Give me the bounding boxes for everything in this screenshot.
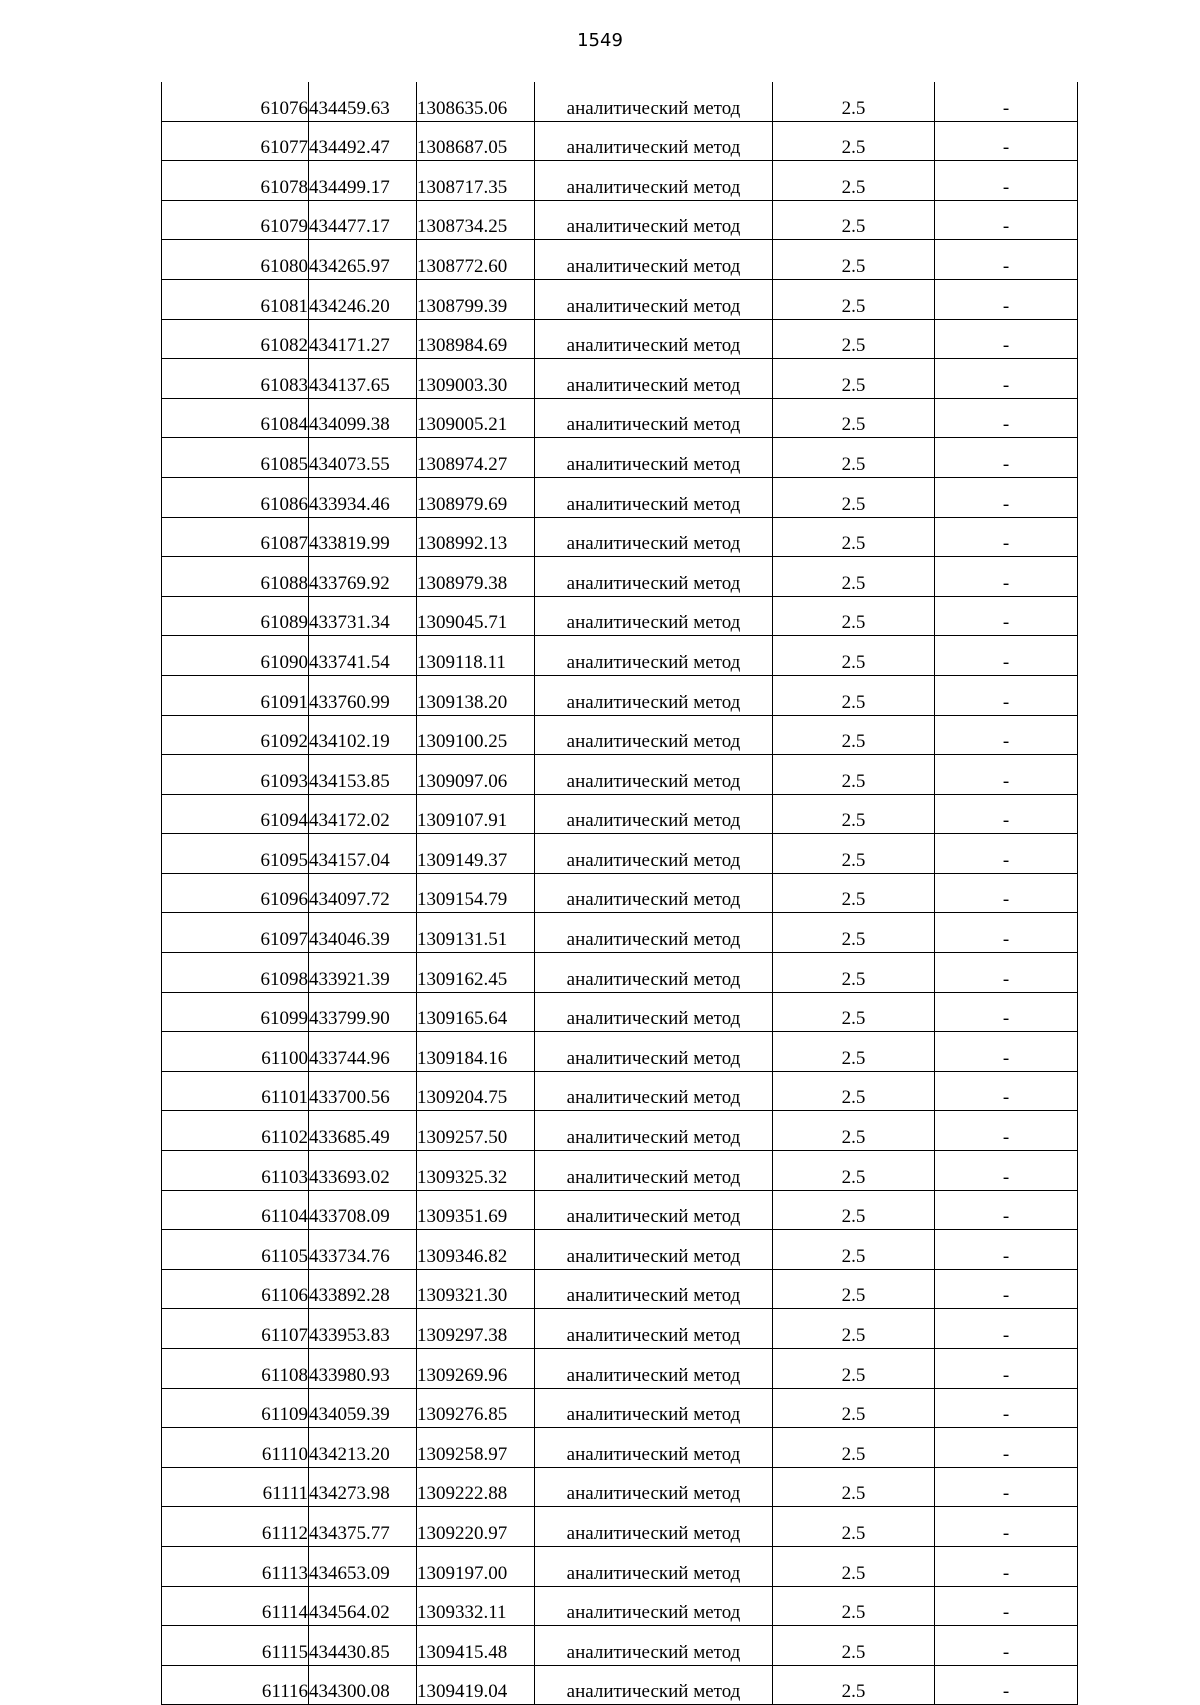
x-coordinate-cell: 433741.54 [309,636,417,676]
table-row [162,359,1078,399]
table-row [162,1665,1078,1705]
y-coordinate-cell: 1309149.37 [417,834,535,874]
x-coordinate-cell: 433953.83 [309,1309,417,1349]
note-cell: - [935,873,1078,913]
table-row [162,1507,1078,1547]
note-cell: - [935,1269,1078,1309]
x-coordinate-cell: 433700.56 [309,1071,417,1111]
point-id-cell: 61084 [162,398,309,438]
y-coordinate-cell: 1309276.85 [417,1388,535,1428]
table-row [162,398,1078,438]
y-coordinate-cell: 1308974.27 [417,438,535,478]
note-cell: - [935,240,1078,280]
method-cell: аналитический метод [535,913,773,953]
x-coordinate-cell: 434477.17 [309,200,417,240]
method-cell: аналитический метод [535,1626,773,1666]
method-cell: аналитический метод [535,1269,773,1309]
table-row [162,477,1078,517]
note-cell: - [935,675,1078,715]
y-coordinate-cell: 1309097.06 [417,755,535,795]
accuracy-cell: 2.5 [773,1586,935,1626]
accuracy-cell: 2.5 [773,1111,935,1151]
x-coordinate-cell: 433799.90 [309,992,417,1032]
y-coordinate-cell: 1308979.38 [417,557,535,597]
point-id-cell: 61109 [162,1388,309,1428]
y-coordinate-cell: 1309107.91 [417,794,535,834]
y-coordinate-cell: 1309184.16 [417,1032,535,1072]
point-id-cell: 61090 [162,636,309,676]
accuracy-cell: 2.5 [773,161,935,201]
point-id-cell: 61115 [162,1626,309,1666]
accuracy-cell: 2.5 [773,873,935,913]
coordinates-table [161,82,1078,1705]
point-id-cell: 61079 [162,200,309,240]
table-row [162,240,1078,280]
point-id-cell: 61085 [162,438,309,478]
point-id-cell: 61096 [162,873,309,913]
x-coordinate-cell: 434246.20 [309,279,417,319]
table-row [162,1269,1078,1309]
x-coordinate-cell: 434059.39 [309,1388,417,1428]
accuracy-cell: 2.5 [773,636,935,676]
x-coordinate-cell: 433685.49 [309,1111,417,1151]
accuracy-cell: 2.5 [773,438,935,478]
note-cell: - [935,913,1078,953]
method-cell: аналитический метод [535,755,773,795]
x-coordinate-cell: 434653.09 [309,1546,417,1586]
table-row [162,1230,1078,1270]
y-coordinate-cell: 1309138.20 [417,675,535,715]
accuracy-cell: 2.5 [773,834,935,874]
point-id-cell: 61097 [162,913,309,953]
accuracy-cell: 2.5 [773,1269,935,1309]
note-cell: - [935,161,1078,201]
y-coordinate-cell: 1308979.69 [417,477,535,517]
note-cell: - [935,82,1078,121]
point-id-cell: 61106 [162,1269,309,1309]
y-coordinate-cell: 1308984.69 [417,319,535,359]
x-coordinate-cell: 434300.08 [309,1665,417,1705]
note-cell: - [935,1151,1078,1191]
point-id-cell: 61105 [162,1230,309,1270]
point-id-cell: 61101 [162,1071,309,1111]
x-coordinate-cell: 433731.34 [309,596,417,636]
x-coordinate-cell: 434213.20 [309,1428,417,1468]
method-cell: аналитический метод [535,1309,773,1349]
accuracy-cell: 2.5 [773,1507,935,1547]
table-row [162,517,1078,557]
x-coordinate-cell: 434564.02 [309,1586,417,1626]
note-cell: - [935,398,1078,438]
point-id-cell: 61078 [162,161,309,201]
method-cell: аналитический метод [535,1230,773,1270]
page-number: 1549 [577,30,623,51]
accuracy-cell: 2.5 [773,82,935,121]
accuracy-cell: 2.5 [773,1546,935,1586]
y-coordinate-cell: 1309332.11 [417,1586,535,1626]
point-id-cell: 61077 [162,121,309,161]
point-id-cell: 61103 [162,1151,309,1191]
x-coordinate-cell: 434172.02 [309,794,417,834]
table-row [162,873,1078,913]
y-coordinate-cell: 1308687.05 [417,121,535,161]
table-row [162,755,1078,795]
point-id-cell: 61110 [162,1428,309,1468]
note-cell: - [935,636,1078,676]
table-row [162,1190,1078,1230]
note-cell: - [935,1467,1078,1507]
y-coordinate-cell: 1309258.97 [417,1428,535,1468]
method-cell: аналитический метод [535,675,773,715]
method-cell: аналитический метод [535,1071,773,1111]
x-coordinate-cell: 433708.09 [309,1190,417,1230]
point-id-cell: 61094 [162,794,309,834]
table-row [162,1546,1078,1586]
accuracy-cell: 2.5 [773,1032,935,1072]
point-id-cell: 61087 [162,517,309,557]
note-cell: - [935,1626,1078,1666]
accuracy-cell: 2.5 [773,992,935,1032]
note-cell: - [935,1586,1078,1626]
note-cell: - [935,557,1078,597]
accuracy-cell: 2.5 [773,1428,935,1468]
point-id-cell: 61112 [162,1507,309,1547]
point-id-cell: 61083 [162,359,309,399]
y-coordinate-cell: 1309045.71 [417,596,535,636]
note-cell: - [935,1032,1078,1072]
y-coordinate-cell: 1309162.45 [417,953,535,993]
y-coordinate-cell: 1309100.25 [417,715,535,755]
x-coordinate-cell: 433892.28 [309,1269,417,1309]
note-cell: - [935,1546,1078,1586]
y-coordinate-cell: 1309118.11 [417,636,535,676]
accuracy-cell: 2.5 [773,319,935,359]
table-row [162,1071,1078,1111]
y-coordinate-cell: 1309325.32 [417,1151,535,1191]
method-cell: аналитический метод [535,1349,773,1389]
method-cell: аналитический метод [535,319,773,359]
method-cell: аналитический метод [535,240,773,280]
table-row [162,1388,1078,1428]
note-cell: - [935,359,1078,399]
y-coordinate-cell: 1309297.38 [417,1309,535,1349]
y-coordinate-cell: 1309419.04 [417,1665,535,1705]
point-id-cell: 61080 [162,240,309,280]
note-cell: - [935,200,1078,240]
point-id-cell: 61107 [162,1309,309,1349]
x-coordinate-cell: 434102.19 [309,715,417,755]
method-cell: аналитический метод [535,1190,773,1230]
accuracy-cell: 2.5 [773,200,935,240]
accuracy-cell: 2.5 [773,953,935,993]
table-row [162,82,1078,121]
accuracy-cell: 2.5 [773,913,935,953]
method-cell: аналитический метод [535,834,773,874]
accuracy-cell: 2.5 [773,477,935,517]
x-coordinate-cell: 433734.76 [309,1230,417,1270]
note-cell: - [935,279,1078,319]
point-id-cell: 61104 [162,1190,309,1230]
table-row [162,1586,1078,1626]
y-coordinate-cell: 1308717.35 [417,161,535,201]
note-cell: - [935,715,1078,755]
method-cell: аналитический метод [535,161,773,201]
table-row [162,1428,1078,1468]
method-cell: аналитический метод [535,557,773,597]
point-id-cell: 61099 [162,992,309,1032]
accuracy-cell: 2.5 [773,1071,935,1111]
table-row [162,953,1078,993]
point-id-cell: 61092 [162,715,309,755]
method-cell: аналитический метод [535,438,773,478]
y-coordinate-cell: 1308772.60 [417,240,535,280]
method-cell: аналитический метод [535,596,773,636]
table-row [162,715,1078,755]
x-coordinate-cell: 433934.46 [309,477,417,517]
x-coordinate-cell: 433744.96 [309,1032,417,1072]
note-cell: - [935,1388,1078,1428]
x-coordinate-cell: 434375.77 [309,1507,417,1547]
accuracy-cell: 2.5 [773,1626,935,1666]
y-coordinate-cell: 1309257.50 [417,1111,535,1151]
note-cell: - [935,834,1078,874]
point-id-cell: 61102 [162,1111,309,1151]
note-cell: - [935,953,1078,993]
table-row [162,1467,1078,1507]
method-cell: аналитический метод [535,1151,773,1191]
table-row [162,1111,1078,1151]
table-row [162,279,1078,319]
table-row [162,992,1078,1032]
point-id-cell: 61093 [162,755,309,795]
accuracy-cell: 2.5 [773,359,935,399]
method-cell: аналитический метод [535,1032,773,1072]
method-cell: аналитический метод [535,279,773,319]
method-cell: аналитический метод [535,121,773,161]
note-cell: - [935,794,1078,834]
y-coordinate-cell: 1309321.30 [417,1269,535,1309]
method-cell: аналитический метод [535,1428,773,1468]
x-coordinate-cell: 434073.55 [309,438,417,478]
table-row [162,834,1078,874]
note-cell: - [935,438,1078,478]
method-cell: аналитический метод [535,359,773,399]
accuracy-cell: 2.5 [773,1190,935,1230]
table-body [162,82,1078,1705]
x-coordinate-cell: 434459.63 [309,82,417,121]
method-cell: аналитический метод [535,200,773,240]
method-cell: аналитический метод [535,794,773,834]
x-coordinate-cell: 433693.02 [309,1151,417,1191]
accuracy-cell: 2.5 [773,240,935,280]
table-row [162,161,1078,201]
note-cell: - [935,1071,1078,1111]
y-coordinate-cell: 1309005.21 [417,398,535,438]
table-row [162,1151,1078,1191]
x-coordinate-cell: 433980.93 [309,1349,417,1389]
point-id-cell: 61111 [162,1467,309,1507]
point-id-cell: 61114 [162,1586,309,1626]
x-coordinate-cell: 434273.98 [309,1467,417,1507]
note-cell: - [935,596,1078,636]
table-row [162,1626,1078,1666]
point-id-cell: 61088 [162,557,309,597]
note-cell: - [935,517,1078,557]
note-cell: - [935,1190,1078,1230]
accuracy-cell: 2.5 [773,1665,935,1705]
y-coordinate-cell: 1309220.97 [417,1507,535,1547]
x-coordinate-cell: 433921.39 [309,953,417,993]
x-coordinate-cell: 433769.92 [309,557,417,597]
y-coordinate-cell: 1308734.25 [417,200,535,240]
note-cell: - [935,1309,1078,1349]
x-coordinate-cell: 434265.97 [309,240,417,280]
x-coordinate-cell: 434153.85 [309,755,417,795]
table-row [162,596,1078,636]
note-cell: - [935,1230,1078,1270]
x-coordinate-cell: 434137.65 [309,359,417,399]
table-row [162,438,1078,478]
x-coordinate-cell: 434046.39 [309,913,417,953]
accuracy-cell: 2.5 [773,1349,935,1389]
y-coordinate-cell: 1309222.88 [417,1467,535,1507]
y-coordinate-cell: 1308799.39 [417,279,535,319]
point-id-cell: 61100 [162,1032,309,1072]
table-row [162,319,1078,359]
y-coordinate-cell: 1309346.82 [417,1230,535,1270]
y-coordinate-cell: 1309204.75 [417,1071,535,1111]
accuracy-cell: 2.5 [773,1467,935,1507]
method-cell: аналитический метод [535,1388,773,1428]
method-cell: аналитический метод [535,517,773,557]
table-row [162,794,1078,834]
method-cell: аналитический метод [535,953,773,993]
table-row [162,675,1078,715]
x-coordinate-cell: 434171.27 [309,319,417,359]
point-id-cell: 61108 [162,1349,309,1389]
y-coordinate-cell: 1309197.00 [417,1546,535,1586]
accuracy-cell: 2.5 [773,121,935,161]
note-cell: - [935,477,1078,517]
accuracy-cell: 2.5 [773,1388,935,1428]
accuracy-cell: 2.5 [773,715,935,755]
point-id-cell: 61116 [162,1665,309,1705]
note-cell: - [935,319,1078,359]
note-cell: - [935,1428,1078,1468]
table-row [162,121,1078,161]
point-id-cell: 61095 [162,834,309,874]
method-cell: аналитический метод [535,1111,773,1151]
method-cell: аналитический метод [535,1546,773,1586]
y-coordinate-cell: 1309269.96 [417,1349,535,1389]
accuracy-cell: 2.5 [773,596,935,636]
x-coordinate-cell: 434099.38 [309,398,417,438]
note-cell: - [935,1349,1078,1389]
method-cell: аналитический метод [535,873,773,913]
accuracy-cell: 2.5 [773,557,935,597]
point-id-cell: 61081 [162,279,309,319]
y-coordinate-cell: 1308992.13 [417,517,535,557]
accuracy-cell: 2.5 [773,675,935,715]
note-cell: - [935,755,1078,795]
note-cell: - [935,1111,1078,1151]
accuracy-cell: 2.5 [773,1151,935,1191]
method-cell: аналитический метод [535,1507,773,1547]
y-coordinate-cell: 1309415.48 [417,1626,535,1666]
method-cell: аналитический метод [535,1665,773,1705]
x-coordinate-cell: 433819.99 [309,517,417,557]
point-id-cell: 61091 [162,675,309,715]
method-cell: аналитический метод [535,636,773,676]
method-cell: аналитический метод [535,398,773,438]
accuracy-cell: 2.5 [773,794,935,834]
table-row [162,200,1078,240]
note-cell: - [935,1665,1078,1705]
accuracy-cell: 2.5 [773,398,935,438]
accuracy-cell: 2.5 [773,755,935,795]
y-coordinate-cell: 1308635.06 [417,82,535,121]
accuracy-cell: 2.5 [773,1230,935,1270]
point-id-cell: 61086 [162,477,309,517]
point-id-cell: 61113 [162,1546,309,1586]
note-cell: - [935,1507,1078,1547]
y-coordinate-cell: 1309154.79 [417,873,535,913]
method-cell: аналитический метод [535,1467,773,1507]
table-row [162,913,1078,953]
note-cell: - [935,992,1078,1032]
accuracy-cell: 2.5 [773,279,935,319]
point-id-cell: 61082 [162,319,309,359]
method-cell: аналитический метод [535,1586,773,1626]
y-coordinate-cell: 1309165.64 [417,992,535,1032]
table-row [162,1309,1078,1349]
method-cell: аналитический метод [535,82,773,121]
table-row [162,1032,1078,1072]
method-cell: аналитический метод [535,477,773,517]
y-coordinate-cell: 1309351.69 [417,1190,535,1230]
x-coordinate-cell: 434097.72 [309,873,417,913]
y-coordinate-cell: 1309003.30 [417,359,535,399]
x-coordinate-cell: 434430.85 [309,1626,417,1666]
table-row [162,1349,1078,1389]
accuracy-cell: 2.5 [773,517,935,557]
note-cell: - [935,121,1078,161]
x-coordinate-cell: 434499.17 [309,161,417,201]
point-id-cell: 61076 [162,82,309,121]
table-row [162,636,1078,676]
y-coordinate-cell: 1309131.51 [417,913,535,953]
method-cell: аналитический метод [535,992,773,1032]
point-id-cell: 61089 [162,596,309,636]
x-coordinate-cell: 433760.99 [309,675,417,715]
table-row [162,557,1078,597]
x-coordinate-cell: 434157.04 [309,834,417,874]
accuracy-cell: 2.5 [773,1309,935,1349]
method-cell: аналитический метод [535,715,773,755]
point-id-cell: 61098 [162,953,309,993]
x-coordinate-cell: 434492.47 [309,121,417,161]
